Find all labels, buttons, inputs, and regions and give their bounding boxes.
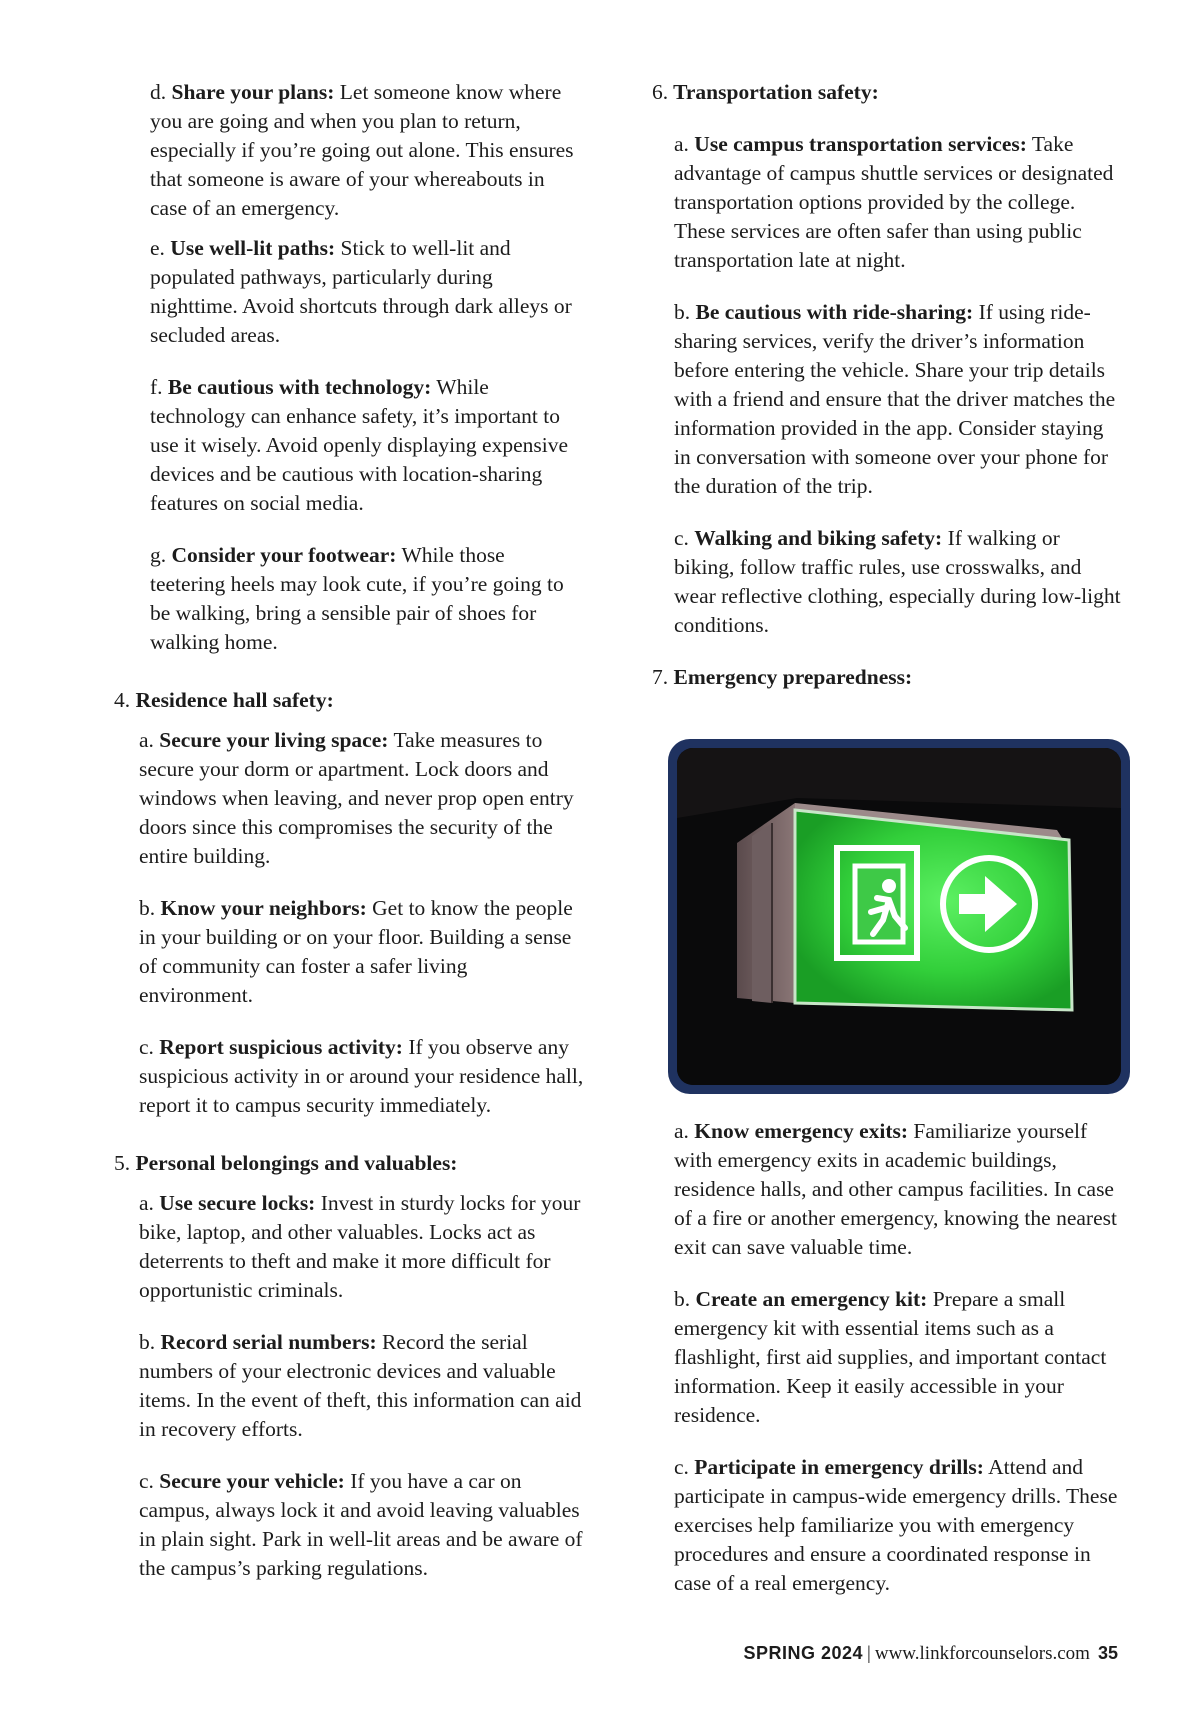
item-know-neighbors [114,894,584,1010]
item-text: If walking or biking, follow traffic rules, use crosswalks, and wear reflective clothing, especially during low-light conditions. [674,526,1121,637]
item-secure-locks [114,1189,584,1305]
section-heading-belongings [114,1149,584,1178]
exit-sign-photo [668,739,1130,1094]
footer-separator: | [867,1643,871,1664]
item-title: Be cautious with technology: [167,375,432,399]
item-well-lit-paths [114,234,584,350]
section-title: Transportation safety: [673,80,879,104]
item-text: If you observe any suspicious activity in or around your residence hall, report it to campus security immediately. [139,1035,584,1117]
section-number: 6. [652,80,669,104]
section-heading-transportation [652,78,1122,107]
section-number: 4. [114,688,131,712]
item-emergency-drills [652,1453,1122,1598]
page-footer [743,1641,1118,1666]
website-link[interactable]: www.linkforcounselors.com [874,1643,1090,1664]
item-title: Use well-lit paths: [170,236,336,260]
section-title: Residence hall safety: [135,688,334,712]
photo-background [677,748,1121,1085]
item-title: Consider your footwear: [171,543,397,567]
item-marker: b. [674,1287,691,1311]
left-column [114,78,584,1583]
item-secure-vehicle [114,1467,584,1583]
item-text: While those teetering heels may look cute, if you’re going to be walking, bring a sensible pair of shoes for walking home. [150,543,564,654]
item-marker: c. [139,1035,154,1059]
item-marker: b. [674,300,691,324]
item-title: Create an emergency kit: [695,1287,928,1311]
item-marker: b. [139,896,156,920]
item-title: Know emergency exits: [694,1119,909,1143]
item-marker: c. [674,1455,689,1479]
exit-sign-icon [677,748,1121,1085]
item-text: Get to know the people in your building or on your floor. Building a sense of community can foster a safer living environment. [139,896,573,1007]
item-footwear [114,541,584,657]
item-title: Use secure locks: [159,1191,316,1215]
item-ride-sharing [652,298,1122,501]
item-title: Participate in emergency drills: [694,1455,984,1479]
item-marker: a. [674,1119,689,1143]
section-heading-emergency [652,663,1122,692]
item-title: Record serial numbers: [160,1330,377,1354]
item-text: Let someone know where you are going and when you plan to return, especially if you’re going out alone. This ensures that someone is aware of your whereabouts in case of an emergency. [150,80,574,220]
item-title: Share your plans: [171,80,335,104]
item-title: Secure your vehicle: [159,1469,345,1493]
item-marker: a. [139,1191,154,1215]
item-title: Know your neighbors: [160,896,367,920]
item-text: Take advantage of campus shuttle services or designated transportation options provided by the college. These services are often safer than using public transportation late at night. [674,132,1114,272]
item-marker: f. [150,375,163,399]
page-number: 35 [1097,1643,1118,1663]
item-text: Invest in sturdy locks for your bike, laptop, and other valuables. Locks act as deterrents to theft and make it more difficult for opportunistic criminals. [139,1191,581,1302]
section-heading-residence [114,686,584,715]
item-marker: d. [150,80,167,104]
item-walking-biking [652,524,1122,640]
item-text: Record the serial numbers of your electronic devices and valuable items. In the event of theft, this information can aid in recovery efforts. [139,1330,582,1441]
section-number: 7. [652,665,669,689]
item-marker: a. [139,728,154,752]
item-text: Familiarize yourself with emergency exits in academic buildings, residence halls, and other campus facilities. In case of a fire or another emergency, knowing the nearest exit can save valuable time. [674,1119,1117,1259]
item-title: Use campus transportation services: [694,132,1027,156]
issue-season: SPRING 2024 [743,1643,864,1663]
item-title: Be cautious with ride-sharing: [695,300,974,324]
item-text: If you have a car on campus, always lock it and avoid leaving valuables in plain sight. Park in well-lit areas and be aware of the campus’s parking regulations. [139,1469,583,1580]
item-marker: a. [674,132,689,156]
item-title: Walking and biking safety: [694,526,943,550]
item-text: While technology can enhance safety, it’s important to use it wisely. Avoid openly displaying expensive devices and be cautious with location-sharing features on social media. [150,375,569,515]
item-text: Prepare a small emergency kit with essential items such as a flashlight, first aid supplies, and important contact information. Keep it easily accessible in your residence. [674,1287,1107,1427]
item-text: Attend and participate in campus-wide emergency drills. These exercises help familiarize you with emergency procedures and ensure a coordinated response in case of a real emergency. [674,1455,1118,1595]
item-marker: c. [674,526,689,550]
item-text: If using ride-sharing services, verify the driver’s information before entering the vehicle. Share your trip details with a friend and ensure that the driver matches the information provided in the app. Consider staying in conversation with someone over your phone for the duration of the trip. [674,300,1116,498]
right-column-bottom [652,1117,1122,1598]
item-title: Secure your living space: [159,728,389,752]
section-title: Emergency preparedness: [673,665,913,689]
section-title: Personal belongings and valuables: [135,1151,458,1175]
item-marker: e. [150,236,165,260]
item-marker: g. [150,543,167,567]
item-text: Stick to well-lit and populated pathways, particularly during nighttime. Avoid shortcuts through dark alleys or secluded areas. [150,236,572,347]
item-emergency-kit [652,1285,1122,1430]
right-column-top [652,78,1122,692]
item-share-plans [114,78,584,223]
item-marker: b. [139,1330,156,1354]
item-cautious-technology [114,373,584,518]
item-secure-living-space [114,726,584,871]
item-text: Take measures to secure your dorm or apartment. Lock doors and windows when leaving, and never prop open entry doors since this compromises the security of the entire building. [139,728,574,868]
item-marker: c. [139,1469,154,1493]
item-report-suspicious [114,1033,584,1120]
item-serial-numbers [114,1328,584,1444]
item-campus-transportation [652,130,1122,275]
section-number: 5. [114,1151,131,1175]
item-emergency-exits [652,1117,1122,1262]
item-title: Report suspicious activity: [159,1035,403,1059]
